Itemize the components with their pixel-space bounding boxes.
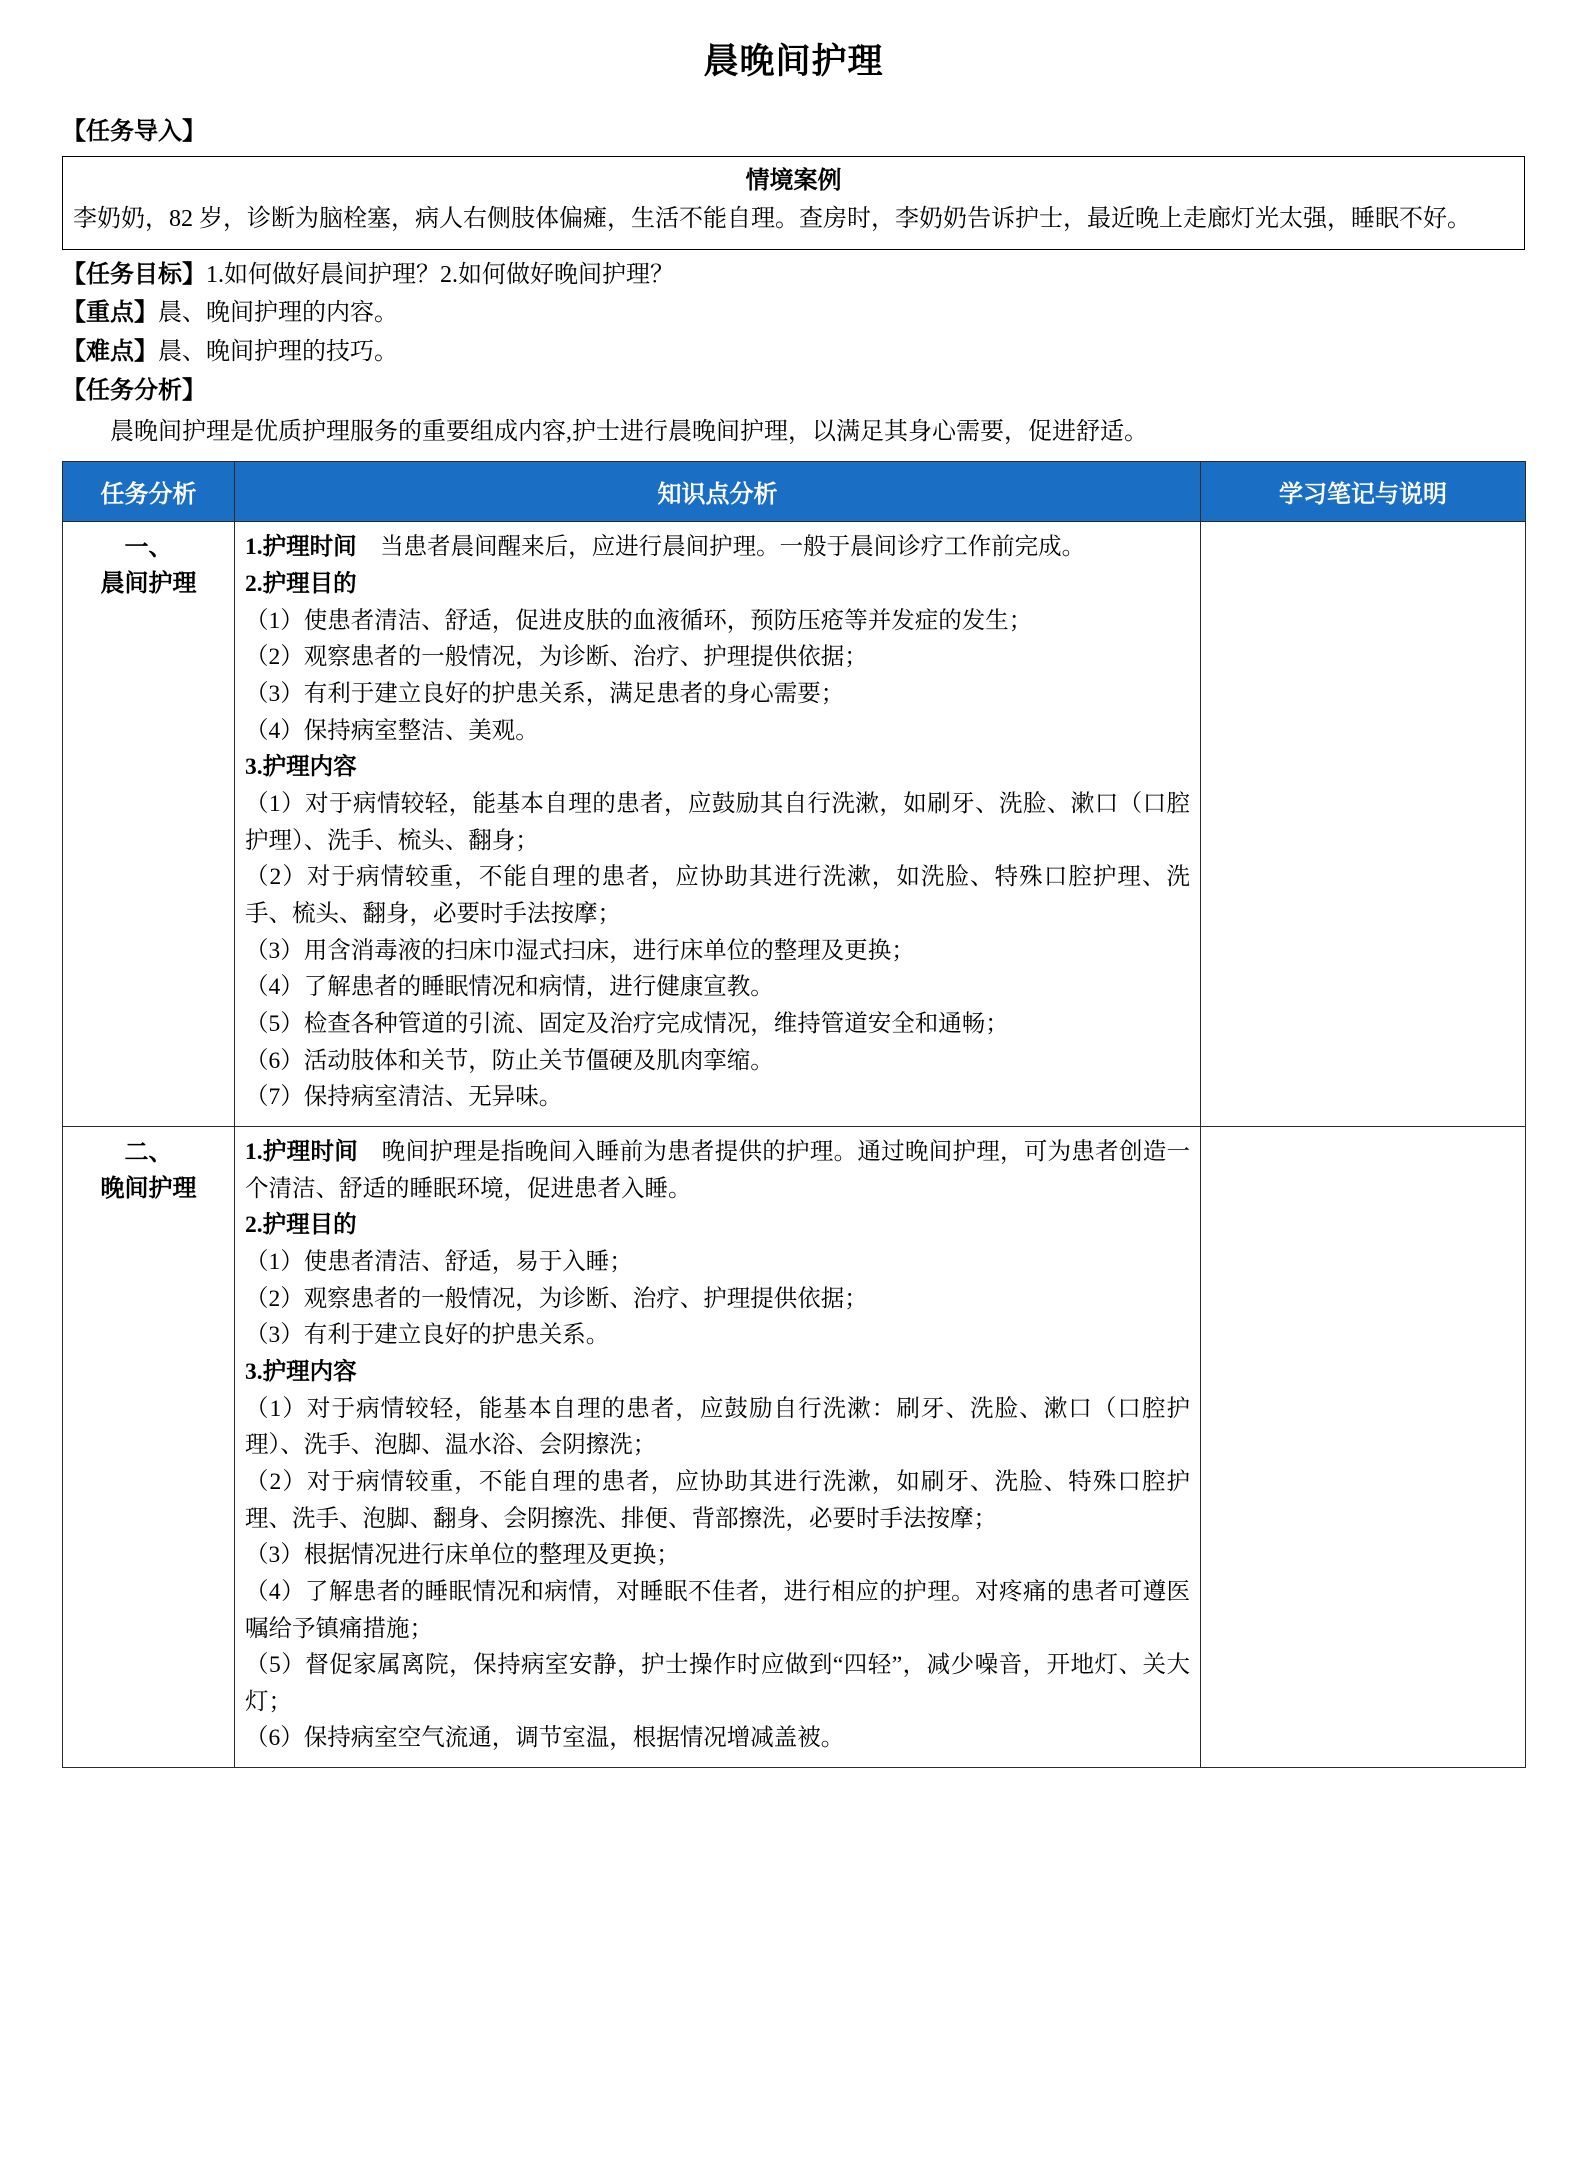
paragraph-text: （2）观察患者的一般情况，为诊断、治疗、护理提供依据； (245, 644, 868, 671)
table-body (63, 522, 1526, 1768)
knowledge-paragraph (245, 1244, 1190, 1281)
paragraph-text: （4）保持病室整洁、美观。 (245, 717, 539, 744)
row-category-cell (63, 522, 235, 1127)
knowledge-paragraph (245, 603, 1190, 640)
paragraph-heading: 2.护理目的 (245, 571, 357, 598)
knowledge-paragraph (245, 566, 1190, 603)
difficulty-text: 晨、晚间护理的技巧。 (158, 339, 398, 366)
key-point-label: 【重点】 (62, 300, 158, 327)
knowledge-paragraph (245, 1574, 1190, 1647)
knowledge-paragraph (245, 1079, 1190, 1116)
paragraph-text: （2）观察患者的一般情况，为诊断、治疗、护理提供依据； (245, 1285, 868, 1312)
task-goal-label: 【任务目标】 (62, 261, 206, 288)
paragraph-text: （1）对于病情较轻，能基本自理的患者，应鼓励其自行洗漱，如刷牙、洗脸、漱口（口腔护理）、洗手、梳头、翻身； (245, 791, 1190, 854)
knowledge-paragraph (245, 1317, 1190, 1354)
paragraph-text: （5）检查各种管道的引流、固定及治疗完成情况，维持管道安全和通畅； (245, 1011, 1009, 1037)
table-header-notes: 学习笔记与说明 (1201, 462, 1526, 522)
paragraph-text: （1）使患者清洁、舒适，易于入睡； (245, 1248, 633, 1275)
paragraph-text: （7）保持病室清洁、无异味。 (245, 1084, 563, 1111)
paragraph-text: （6）活动肢体和关节，防止关节僵硬及肌肉挛缩。 (245, 1047, 774, 1074)
knowledge-paragraph (245, 529, 1190, 566)
row-notes-cell[interactable] (1201, 1126, 1526, 1767)
task-analysis-text: 晨晚间护理是优质护理服务的重要组成内容,护士进行晨晚间护理，以满足其身心需要，促进舒适。 (110, 419, 1148, 446)
table-row (63, 1126, 1526, 1767)
knowledge-paragraph (245, 639, 1190, 676)
paragraph-text: （3）有利于建立良好的护患关系。 (245, 1322, 610, 1349)
knowledge-paragraph (245, 676, 1190, 713)
knowledge-paragraph (245, 749, 1190, 786)
paragraph-heading: 3.护理内容 (245, 754, 357, 781)
task-goal-text: 1.如何做好晨间护理？2.如何做好晚间护理？ (206, 261, 674, 288)
case-body: 李奶奶，82 岁，诊断为脑栓塞，病人右侧肢体偏瘫，生活不能自理。查房时，李奶奶告诉护士，最近晚上走廊灯光太强，睡眠不好。 (73, 206, 1471, 233)
paragraph-text: （3）用含消毒液的扫床巾湿式扫床，进行床单位的整理及更换； (245, 937, 915, 964)
row-category-line-2: 晚间护理 (100, 1175, 197, 1202)
paragraph-text: 晚间护理是指晚间入睡前为患者提供的护理。通过晚间护理，可为患者创造一个清洁、舒适的睡眠环境，促进患者入睡。 (245, 1138, 1191, 1202)
paragraph-text: （6）保持病室空气流通，调节室温，根据情况增减盖被。 (245, 1725, 845, 1752)
paragraph-text: （1）使患者清洁、舒适，促进皮肤的血液循环，预防压疮等并发症的发生； (245, 607, 1033, 634)
task-import-label: 【任务导入】 (62, 119, 206, 145)
knowledge-paragraph (245, 1043, 1190, 1080)
knowledge-paragraph (245, 933, 1190, 970)
paragraph-text: （4）了解患者的睡眠情况和病情，对睡眠不佳者，进行相应的护理。对疼痛的患者可遵医嘱给予镇痛措施； (245, 1578, 1190, 1642)
difficulty-row (62, 333, 1525, 372)
knowledge-paragraph (245, 1207, 1190, 1244)
knowledge-paragraph (245, 1647, 1190, 1720)
table-header-row (63, 462, 1526, 522)
knowledge-paragraph (245, 1006, 1190, 1043)
paragraph-text: （5）督促家属离院，保持病室安静，护士操作时应做到“四轻”，减少噪音，开地灯、关大灯； (245, 1652, 1190, 1715)
paragraph-text: （2）对于病情较重，不能自理的患者，应协助其进行洗漱，如刷牙、洗脸、特殊口腔护理、洗手、泡脚、翻身、会阴擦洗、排便、背部擦洗，必要时手法按摩； (245, 1468, 1190, 1532)
knowledge-paragraph (245, 1537, 1190, 1574)
row-knowledge-cell (235, 1126, 1201, 1767)
row-category-line-2: 晨间护理 (100, 571, 197, 598)
knowledge-paragraph (245, 713, 1190, 750)
paragraph-heading: 1.护理时间 (245, 1138, 359, 1165)
paragraph-text: （4）了解患者的睡眠情况和病情，进行健康宣教。 (245, 974, 774, 1001)
task-analysis-label: 【任务分析】 (62, 378, 206, 405)
task-analysis-label-row (62, 372, 1525, 411)
knowledge-paragraph (245, 1720, 1190, 1757)
paragraph-text: 当患者晨间醒来后，应进行晨间护理。一般于晨间诊疗工作前完成。 (356, 534, 1086, 561)
row-category-line-1: 一、 (124, 535, 173, 562)
knowledge-paragraph (245, 969, 1190, 1006)
table-header-knowledge: 知识点分析 (235, 462, 1201, 522)
paragraph-text: （1）对于病情较轻，能基本自理的患者，应鼓励自行洗漱：刷牙、洗脸、漱口（口腔护理）、洗手、泡脚、温水浴、会阴擦洗； (245, 1395, 1190, 1459)
row-category-line-1: 二、 (124, 1139, 173, 1166)
key-point-row (62, 294, 1525, 333)
difficulty-label: 【难点】 (62, 339, 158, 366)
knowledge-paragraph (245, 1464, 1190, 1537)
knowledge-paragraph (245, 1354, 1190, 1391)
page-title: 晨晚间护理 (703, 42, 884, 81)
knowledge-paragraph (245, 786, 1190, 859)
case-title: 情境案例 (745, 168, 842, 194)
row-knowledge-cell (235, 522, 1201, 1127)
case-box (62, 156, 1525, 250)
knowledge-paragraph (245, 1391, 1190, 1464)
table-header-category: 任务分析 (63, 462, 235, 522)
knowledge-paragraph (245, 859, 1190, 932)
knowledge-paragraph (245, 1281, 1190, 1318)
paragraph-text: （2）对于病情较重，不能自理的患者，应协助其进行洗漱，如洗脸、特殊口腔护理、洗手、梳头、翻身，必要时手法按摩； (245, 864, 1190, 928)
paragraph-text: （3）根据情况进行床单位的整理及更换； (245, 1542, 680, 1569)
row-category-cell (63, 1126, 235, 1767)
paragraph-heading: 2.护理目的 (245, 1212, 357, 1239)
paragraph-heading: 1.护理时间 (245, 534, 357, 561)
task-goal-row (62, 256, 1525, 295)
paragraph-text: （3）有利于建立良好的护患关系，满足患者的身心需要； (245, 681, 845, 708)
paragraph-heading: 3.护理内容 (245, 1358, 357, 1385)
knowledge-table (62, 461, 1526, 1768)
table-row (63, 522, 1526, 1127)
key-point-text: 晨、晚间护理的内容。 (158, 300, 398, 327)
knowledge-paragraph (245, 1134, 1190, 1207)
row-notes-cell[interactable] (1201, 522, 1526, 1127)
